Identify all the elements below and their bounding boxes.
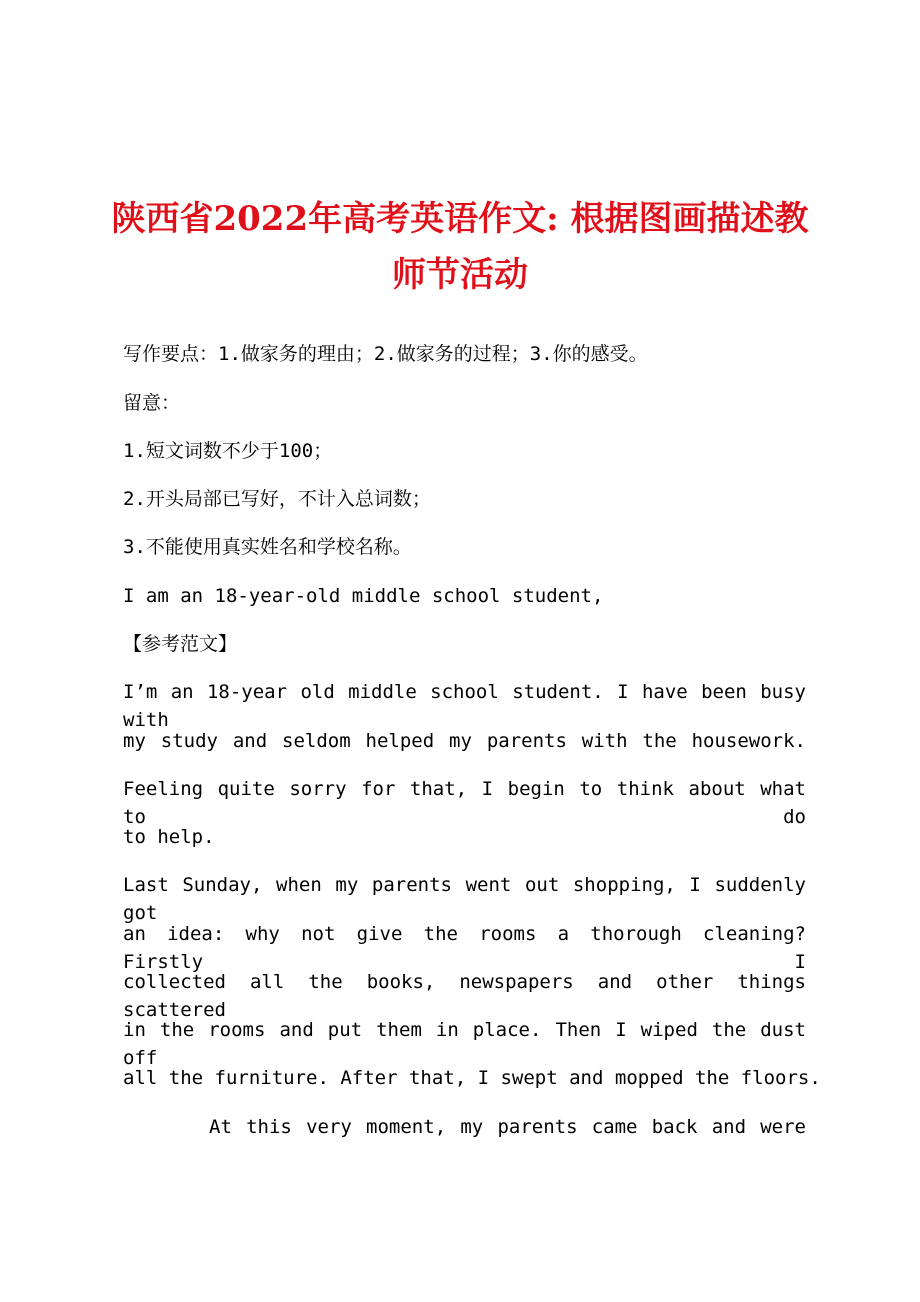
essay-line: At this very moment, my parents came back and were	[209, 1116, 806, 1138]
essay-line: to help.	[123, 826, 215, 848]
note-label: 留意：	[123, 392, 181, 414]
note-item-1: 1.短文词数不少于100；	[123, 440, 333, 462]
essay-line: my study and seldom helped my parents with the housework.	[123, 730, 806, 752]
essay-line: in the rooms and put them in place. Then I wiped the dust off	[123, 1019, 806, 1069]
note-item-3: 3.不能使用真实姓名和学校名称。	[123, 536, 412, 558]
note-item-2: 2.开头局部已写好，不计入总词数；	[123, 488, 431, 510]
essay-line: an idea: why not give the rooms a thorough cleaning? Firstly I	[123, 923, 806, 973]
document-title-line-2: 师节活动	[392, 255, 528, 295]
opening-sentence: I am an 18-year-old middle school student,	[123, 585, 604, 607]
document-title-line-1: 陕西省2022年高考英语作文: 根据图画描述教	[111, 199, 809, 239]
essay-line: all the furniture. After that, I swept and mopped the floors.	[123, 1067, 821, 1089]
essay-line: Feeling quite sorry for that, I begin to think about what to do	[123, 778, 806, 828]
writing-points: 写作要点：1.做家务的理由；2.做家务的过程；3.你的感受。	[123, 343, 648, 365]
essay-line: collected all the books, newspapers and other things scattered	[123, 971, 806, 1021]
essay-line: I’m an 18-year old middle school student. I have been busy with	[123, 681, 806, 731]
reference-heading: 【参考范文】	[123, 633, 238, 655]
essay-line: Last Sunday, when my parents went out shopping, I suddenly got	[123, 874, 806, 924]
